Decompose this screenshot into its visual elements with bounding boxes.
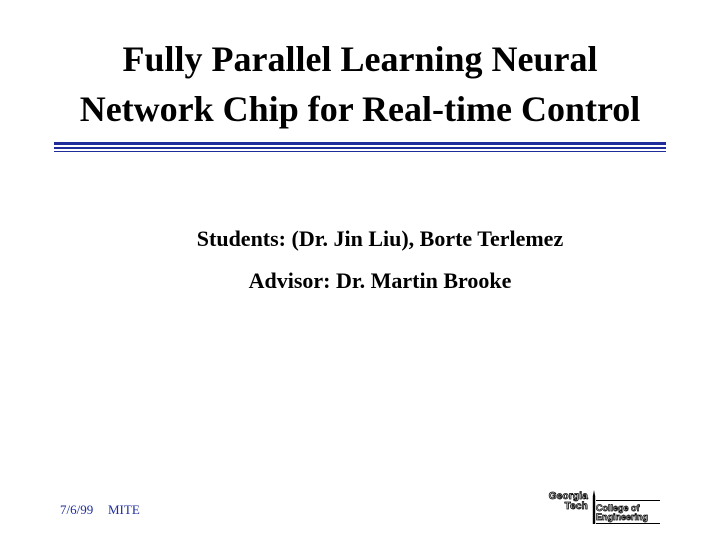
title-underline-thick (54, 142, 666, 145)
footer-date: 7/6/99 (60, 502, 94, 517)
title-line-2: Network Chip for Real-time Control (79, 89, 641, 129)
title-underline-medium (54, 147, 666, 149)
title-underline-thin (54, 151, 666, 152)
title-line-1: Fully Parallel Learning Neural (122, 39, 598, 79)
logo-line-tech: Tech (564, 501, 588, 512)
footer-org: MITE (108, 502, 140, 517)
logo-line-georgia: Georgia (548, 491, 588, 502)
georgia-tech-wordmark (538, 492, 588, 512)
logo-divider-bottom (596, 523, 660, 524)
georgia-tech-logo (538, 490, 664, 524)
logo-line-college: College of (596, 503, 640, 513)
logo-divider-top (596, 500, 660, 501)
logo-line-engineering: Engineering (596, 512, 649, 522)
slide-title (0, 34, 720, 134)
students-line: Students: (Dr. Jin Liu), Borte Terlemez (196, 226, 564, 251)
college-of-engineering-wordmark (596, 504, 648, 522)
advisor-line: Advisor: Dr. Martin Brooke (248, 268, 512, 293)
